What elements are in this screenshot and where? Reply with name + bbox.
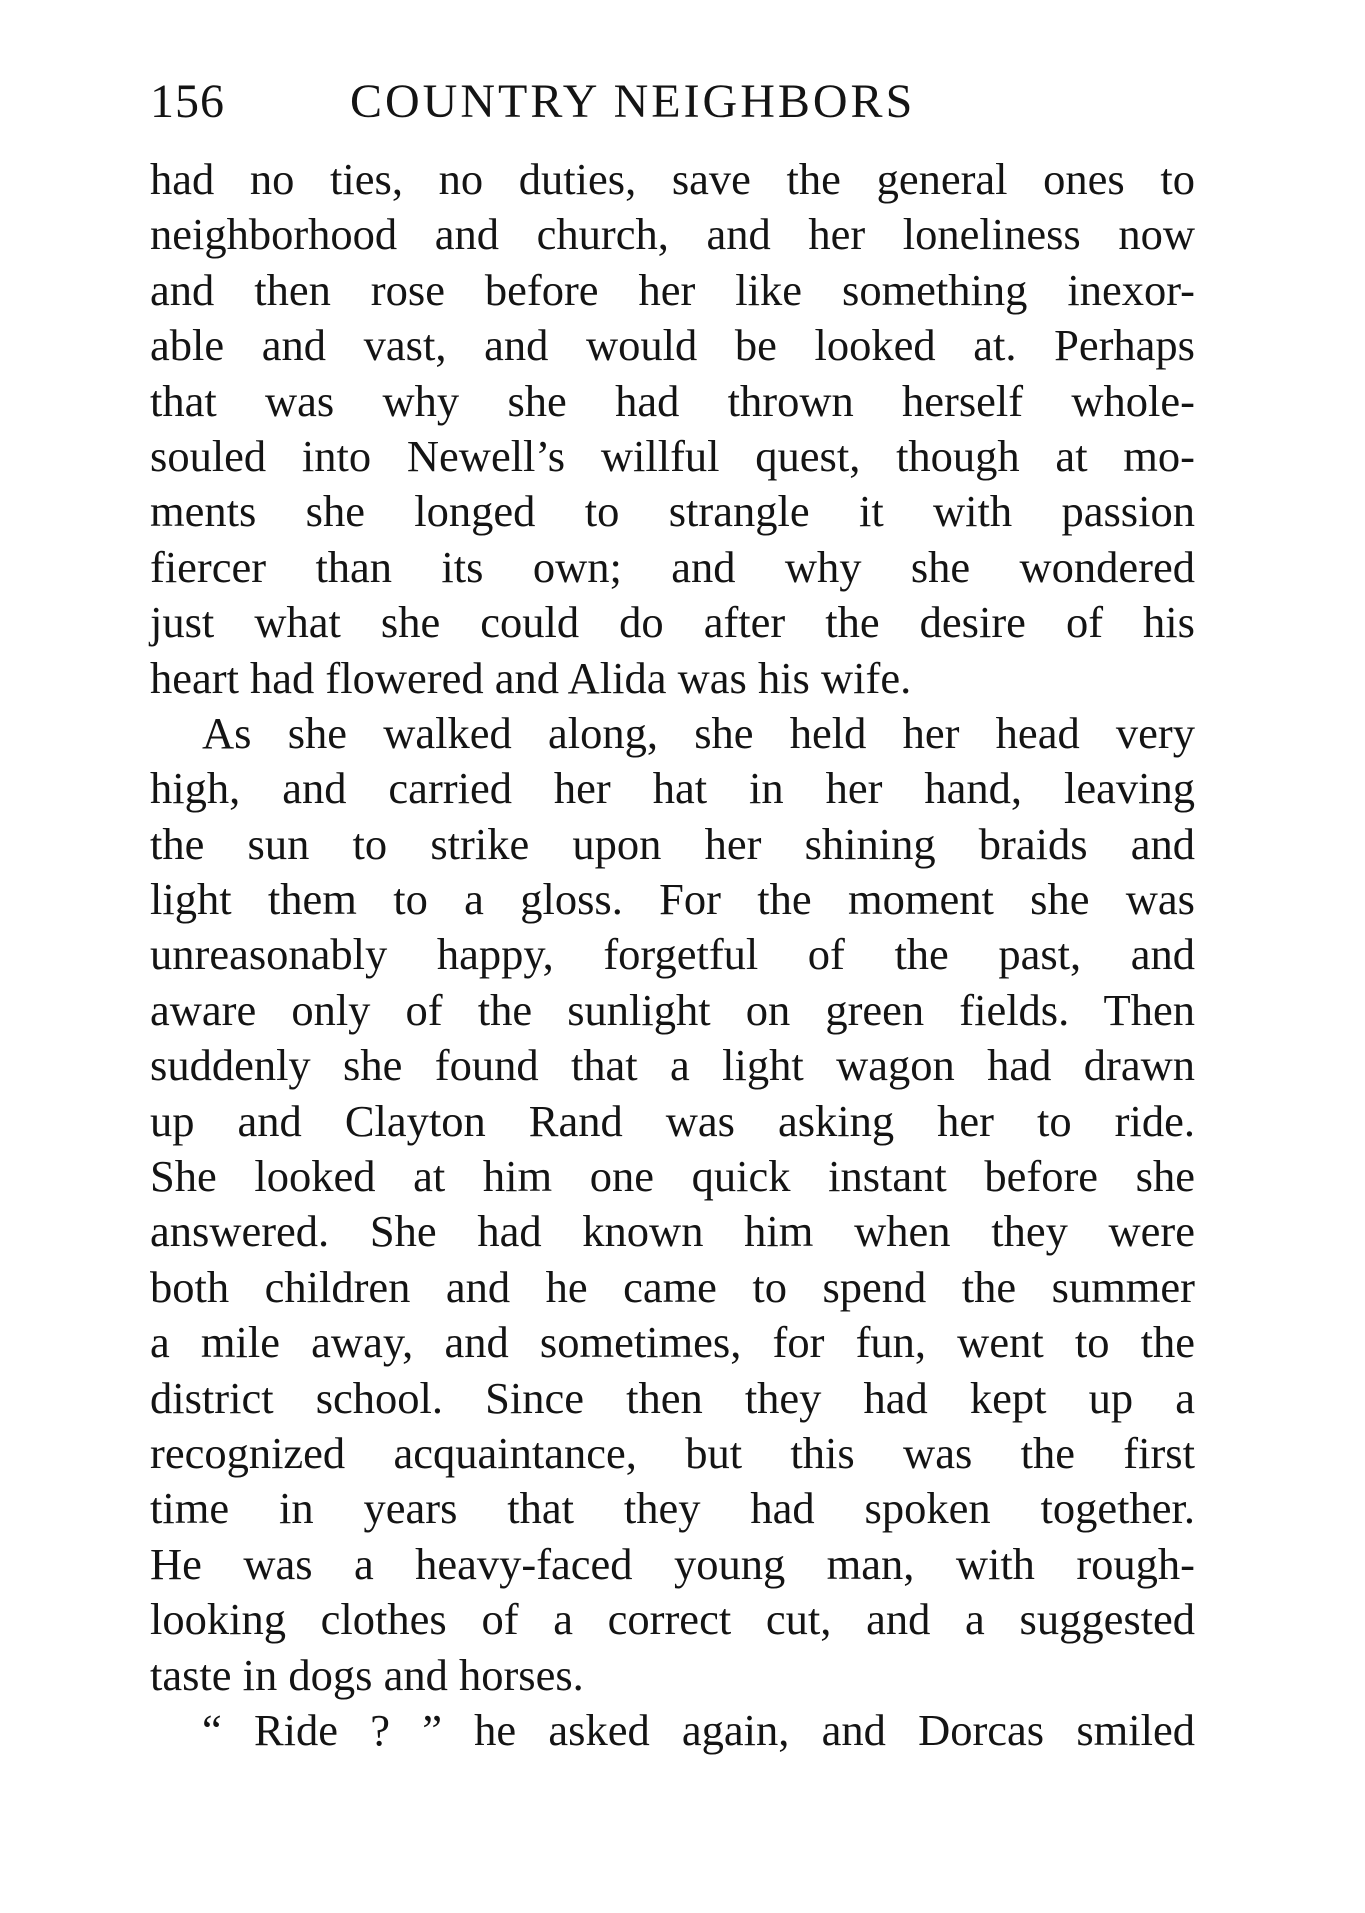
text-line: both children and he came to spend the summer [150,1261,1195,1312]
text-line: able and vast, and would be looked at. Perhaps [150,320,1195,371]
text-line: district school. Since then they had kept up a [150,1372,1195,1423]
text-line: looking clothes of a correct cut, and a suggested [150,1594,1195,1645]
text-line: aware only of the sunlight on green fields. Then [150,984,1195,1035]
text-line: heart had flowered and Alida was his wife. [150,652,912,703]
text-line: souled into Newell’s willful quest, though at mo- [150,430,1195,481]
text-line: up and Clayton Rand was asking her to ride. [150,1095,1195,1146]
text-line: that was why she had thrown herself whole- [150,375,1195,426]
text-line: a mile away, and sometimes, for fun, went to the [150,1317,1195,1368]
text-line: had no ties, no duties, save the general ones to [150,154,1195,204]
text-line: neighborhood and church, and her loneliness now [150,209,1195,260]
book-title: COUNTRY NEIGHBORS [350,75,916,128]
text-line: fiercer than its own; and why she wondered [150,541,1195,592]
paragraph-first-line: “ Ride ? ” he asked again, and Dorcas smiled [202,1704,1195,1755]
page-number: 156 [150,75,225,128]
text-line: high, and carried her hat in her hand, leaving [150,763,1195,814]
text-line: and then rose before her like something inexor- [150,264,1195,315]
running-head [150,72,1200,132]
text-line: time in years that they had spoken together. [150,1483,1195,1534]
text-line: She looked at him one quick instant before she [150,1151,1195,1202]
text-line: He was a heavy-faced young man, with rough- [150,1538,1195,1589]
text-line: light them to a gloss. For the moment she was [150,874,1195,925]
text-line: taste in dogs and horses. [150,1649,584,1700]
text-line: suddenly she found that a light wagon had drawn [150,1040,1195,1091]
text-line: just what she could do after the desire of his [150,597,1195,648]
text-line: recognized acquaintance, but this was the first [150,1427,1195,1478]
body-text [150,152,1195,1758]
text-line: unreasonably happy, forgetful of the past, and [150,929,1195,980]
text-line: answered. She had known him when they were [150,1206,1195,1257]
text-line: the sun to strike upon her shining braids and [150,818,1195,869]
text-line: ments she longed to strangle it with passion [150,486,1195,537]
paragraph-first-line: As she walked along, she held her head very [202,707,1195,758]
